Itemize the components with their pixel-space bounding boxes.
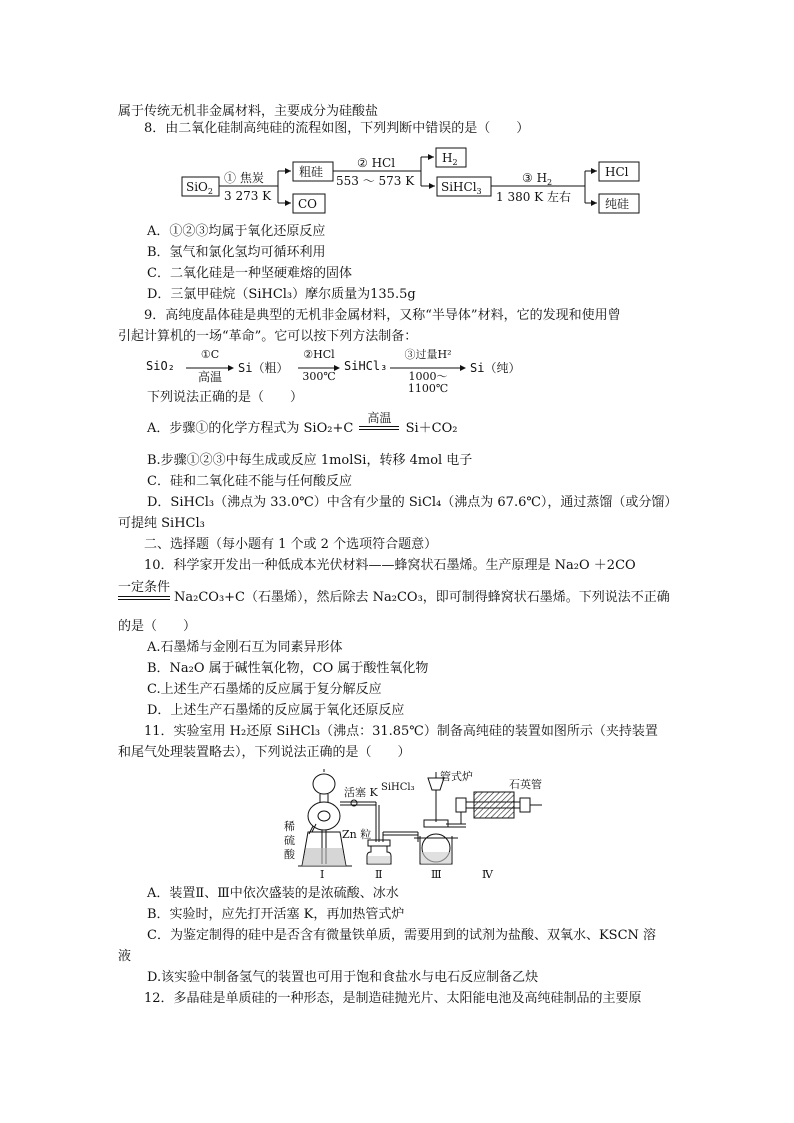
q8-flow-diagram — [178, 144, 648, 218]
q9-step3-top: ③过量H² — [404, 348, 452, 361]
q10-option-d: D．上述生产石墨烯的反应属于氧化还原反应 — [147, 703, 405, 718]
sihcl3-label: SiHCl₃ — [381, 782, 415, 793]
hcl-label: HCl — [605, 165, 629, 179]
valve-k-label: 活塞 K — [344, 786, 378, 799]
step1-top: ① 焦炭 — [224, 171, 264, 185]
q9-step2-bottom: 300℃ — [302, 370, 336, 383]
q9-si-pure: Si（纯） — [470, 361, 521, 375]
co-label: CO — [298, 197, 318, 211]
q9-step1-top: ①C — [200, 348, 220, 361]
q9-step3-bottom: 1000～1100℃ — [407, 370, 449, 395]
section-2-heading: 二、选择题（每小题有 1 个或 2 个选项符合题意） — [144, 537, 438, 552]
step1-bottom: 3 273 K — [224, 189, 272, 203]
q9-ask: 下列说法正确的是（ ） — [147, 390, 304, 405]
step3-bottom: 1 380 K 左右 — [496, 190, 571, 204]
q9-option-a-equation-sign: 高温 — [357, 420, 401, 438]
q9-option-a: A．步骤①的化学方程式为 SiO₂+C 高温 Si＋CO₂ — [147, 411, 458, 436]
q10-option-a: A.石墨烯与金刚石互为同素异形体 — [147, 640, 343, 655]
q9-stem-line2: 引起计算机的一场“革命”。它可以按下列方法制备： — [118, 329, 418, 344]
q9-option-c: C．硅和二氧化硅不能与任何酸反应 — [147, 474, 352, 489]
step2-bottom: 553 ～ 573 K — [336, 174, 415, 188]
q11-option-c-line2: 液 — [118, 949, 132, 964]
q10-condition-sign: 一定条件 — [118, 589, 174, 607]
apparatus-label-3: Ⅲ — [431, 868, 442, 880]
q9-sio2: SiO₂ — [146, 359, 175, 373]
pure-si-label: 纯硅 — [605, 197, 630, 211]
q10-stem-line3: 的是（ ） — [118, 619, 197, 634]
acid-label-2: 硫 — [284, 834, 295, 847]
q9-stem-line1: 9．高纯度晶体硅是典型的无机非金属材料，又称“半导体”材料，它的发现和使用曾 — [144, 308, 621, 323]
q11-option-c-line1: C．为鉴定制得的硅中是否含有微量铁单质，需要用到的试剂为盐酸、双氧水、KSCN 溶 — [147, 928, 657, 943]
sio2-label: SiO$_2$ — [186, 180, 213, 196]
apparatus-label-2: Ⅱ — [375, 868, 383, 880]
q8-option-b: B．氢气和氯化氢均可循环利用 — [147, 245, 326, 260]
apparatus-label-4: Ⅳ — [482, 868, 493, 880]
q8-option-a: A．①②③均属于氧化还原反应 — [147, 224, 326, 239]
zn-label: Zn 粒 — [342, 828, 372, 841]
q9-si-crude: Si（粗） — [238, 361, 289, 375]
q10-option-b: B．Na₂O 属于碱性氧化物，CO 属于酸性氧化物 — [147, 661, 429, 676]
step2-top: ② HCl — [357, 156, 396, 170]
tube-furnace-block — [474, 792, 514, 818]
q11-option-b: B．实验时，应先打开活塞 K，再加热管式炉 — [147, 907, 405, 922]
q11-option-d: D.该实验中制备氢气的装置也可用于饱和食盐水与电石反应制备乙炔 — [147, 970, 539, 985]
q8-option-d: D．三氯甲硅烷（SiHCl₃）摩尔质量为135.5g — [147, 287, 416, 302]
h2-label: $H_2$ — [442, 151, 458, 167]
q11-stem-line2: 和尾气处理装置略去），下列说法正确的是（ ） — [118, 745, 411, 760]
q9-flow — [146, 348, 666, 395]
quartz-tube-label: 石英管 — [509, 778, 542, 791]
q10-stem-line2: 一定条件 Na₂CO₃+C（石墨烯），然后除去 Na₂CO₃，即可制得蜂窝状石墨烯。下列说法不正确 — [118, 580, 670, 605]
kipp-middle-bulb — [308, 802, 340, 830]
q8-option-c: C．二氧化硅是一种坚硬难熔的固体 — [147, 266, 352, 281]
furnace-label: 管式炉 — [440, 770, 473, 783]
q12-stem-line1: 12．多晶硅是单质硅的一种形态，是制造硅抛光片、太阳能电池及高纯硅制品的主要原 — [144, 991, 642, 1006]
intro-line: 属于传统无机非金属材料，主要成分为硅酸盐 — [118, 104, 379, 119]
q11-option-a: A．装置Ⅱ、Ⅲ中依次盛装的是浓硫酸、冰水 — [147, 886, 399, 901]
apparatus-label-1: Ⅰ — [320, 868, 325, 880]
q9-step1-bottom: 高温 — [197, 370, 222, 384]
kipp-top-bulb — [313, 774, 335, 794]
q9-sihcl3: SiHCl₃ — [344, 359, 388, 373]
q9-step2-top: ②HCl — [303, 348, 335, 361]
sihcl3-label: SiHCl$_3$ — [441, 180, 482, 196]
q9-option-d-line2: 可提纯 SiHCl₃ — [118, 516, 205, 531]
q11-stem-line1: 11．实验室用 H₂还原 SiHCl₃（沸点：31.85℃）制备高纯硅的装置如图所示（夹持装置 — [144, 724, 658, 739]
acid-label-1: 稀 — [284, 820, 295, 833]
q8-stem: 8．由二氧化硅制高纯硅的流程如图，下列判断中错误的是（ ） — [144, 121, 530, 136]
q10-option-c: C.上述生产石墨烯的反应属于复分解反应 — [147, 682, 382, 697]
q9-option-d-line1: D．SiHCl₃（沸点为 33.0℃）中含有少量的 SiCl₄（沸点为 67.6℃），通过蒸馏（或分馏） — [147, 495, 678, 510]
acid-label-3: 酸 — [284, 848, 295, 861]
q9-option-b: B.步骤①②③中每生成或反应 1molSi，转移 4mol 电子 — [147, 453, 473, 468]
q10-stem-line1: 10．科学家开发出一种低成本光伏材料——蜂窝状石墨烯。生产原理是 Na₂O ＋2CO — [144, 558, 636, 573]
q11-apparatus-diagram — [280, 768, 550, 880]
crude-si-label: 粗硅 — [299, 165, 324, 179]
step3-top: ③ $H_2$ — [522, 171, 553, 187]
